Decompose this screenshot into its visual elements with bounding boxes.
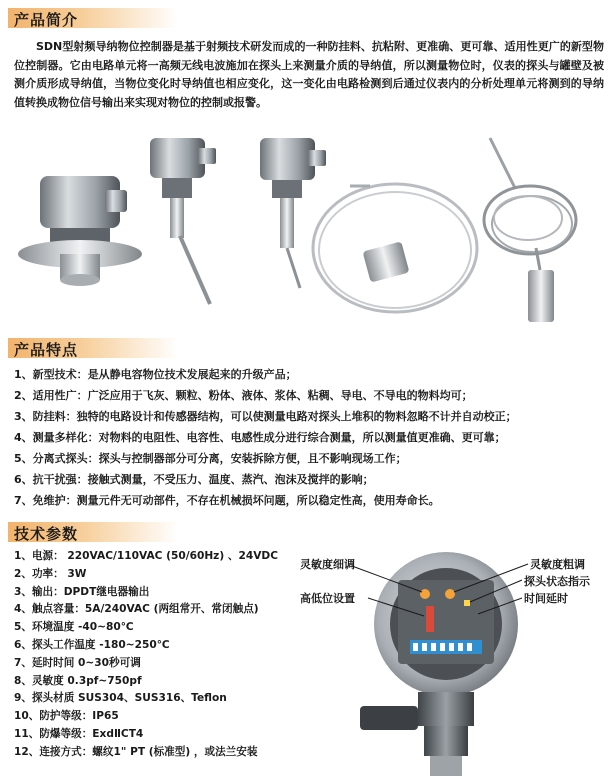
- list-item: 11、防爆等级：ExdⅡCT4: [14, 727, 144, 740]
- list-item: 12、连接方式：螺纹1" PT (标准型) ，或法兰安装: [14, 745, 258, 758]
- list-item: 4、测量多样化：对物料的电阻性、电容性、电感性成分进行综合测量，所以测量值更准确、更可靠；: [14, 431, 506, 444]
- list-item: 1、新型技术：是从静电容物位技术发展起来的升级产品；: [14, 368, 297, 381]
- photo-rod-probe: [150, 138, 216, 304]
- list-item: 1、电源： 220VAC/110VAC (50/60Hz) 、24VDC: [14, 550, 278, 562]
- label-level-setting: 高低位设置: [300, 592, 355, 605]
- section-title: 产品特点: [14, 341, 79, 359]
- list-item: 8、灵敏度 0.3pf~750pf: [14, 674, 142, 687]
- photo-cable-probe: [260, 138, 477, 312]
- controller-unit-photo: [300, 536, 614, 776]
- product-photos: [10, 128, 606, 338]
- list-item: 2、适用性广：广泛应用于飞灰、颗粒、粉体、液体、浆体、粘稠、导电、不导电的物料均可；: [14, 389, 473, 402]
- list-item: 9、探头材质 SUS304、SUS316、Teflon: [14, 692, 227, 705]
- spec-list: [14, 548, 314, 762]
- list-item: 5、分离式探头：探头与控制器部分可分离，安装拆除方便，且不影响现场工作；: [14, 452, 407, 465]
- intro-paragraph: SDN型射频导纳物位控制器是基于射频技术研发而成的一种防挂料、抗粘附、更准确、更可靠、适用性更广的新型物位控制器。它由电路单元将一高频无线电波施加在探头上来测量介质的导纳值，所以测量物位时，仪表的探头与罐壁及被测介质形成导纳值，当物位变化时导纳值也相应变化，这一变化由电路检测到后通过仪表内的分析处理单元将测到的导纳值转换成物位信号输出来实现对物位的控制或报警。: [14, 40, 604, 109]
- list-item: 3、输出：DPDT继电器输出: [14, 585, 150, 598]
- label-sensitivity-coarse: 灵敏度粗调: [530, 558, 585, 571]
- list-item: 2、功率： 3W: [14, 567, 87, 580]
- list-item: 7、免维护：测量元件无可动部件，不存在机械损坏问题，所以稳定性高，使用寿命长。: [14, 494, 440, 507]
- list-item: 3、防挂料：独特的电路设计和传感器结构，可以使测量电路对探头上堆积的物料忽略不计并自动校正；: [14, 410, 517, 423]
- section-header-features: [8, 338, 178, 358]
- photo-weighted-cable: [484, 138, 576, 322]
- list-item: 6、抗干扰强：接触式测量，不受压力、温度、蒸汽、泡沫及搅拌的影响；: [14, 473, 374, 486]
- label-probe-status: 探头状态指示: [524, 575, 590, 588]
- section-title: 技术参数: [14, 525, 79, 543]
- section-header-specs: [8, 522, 178, 542]
- list-item: 6、探头工作温度 -180~250℃: [14, 638, 170, 651]
- list-item: 5、环境温度 -40~80℃: [14, 621, 134, 634]
- label-time-delay: 时间延时: [524, 592, 568, 605]
- photo-flange-probe: [18, 176, 142, 286]
- list-item: 7、延时时间 0~30秒可调: [14, 656, 141, 669]
- list-item: 10、防护等级：IP65: [14, 710, 119, 723]
- list-item: 4、触点容量：5A/240VAC (两组常开、常闭触点): [14, 603, 259, 616]
- section-header-intro: [8, 8, 178, 28]
- section-title: 产品简介: [14, 11, 79, 29]
- label-sensitivity-fine: 灵敏度细调: [300, 558, 355, 571]
- feature-list: [14, 366, 604, 513]
